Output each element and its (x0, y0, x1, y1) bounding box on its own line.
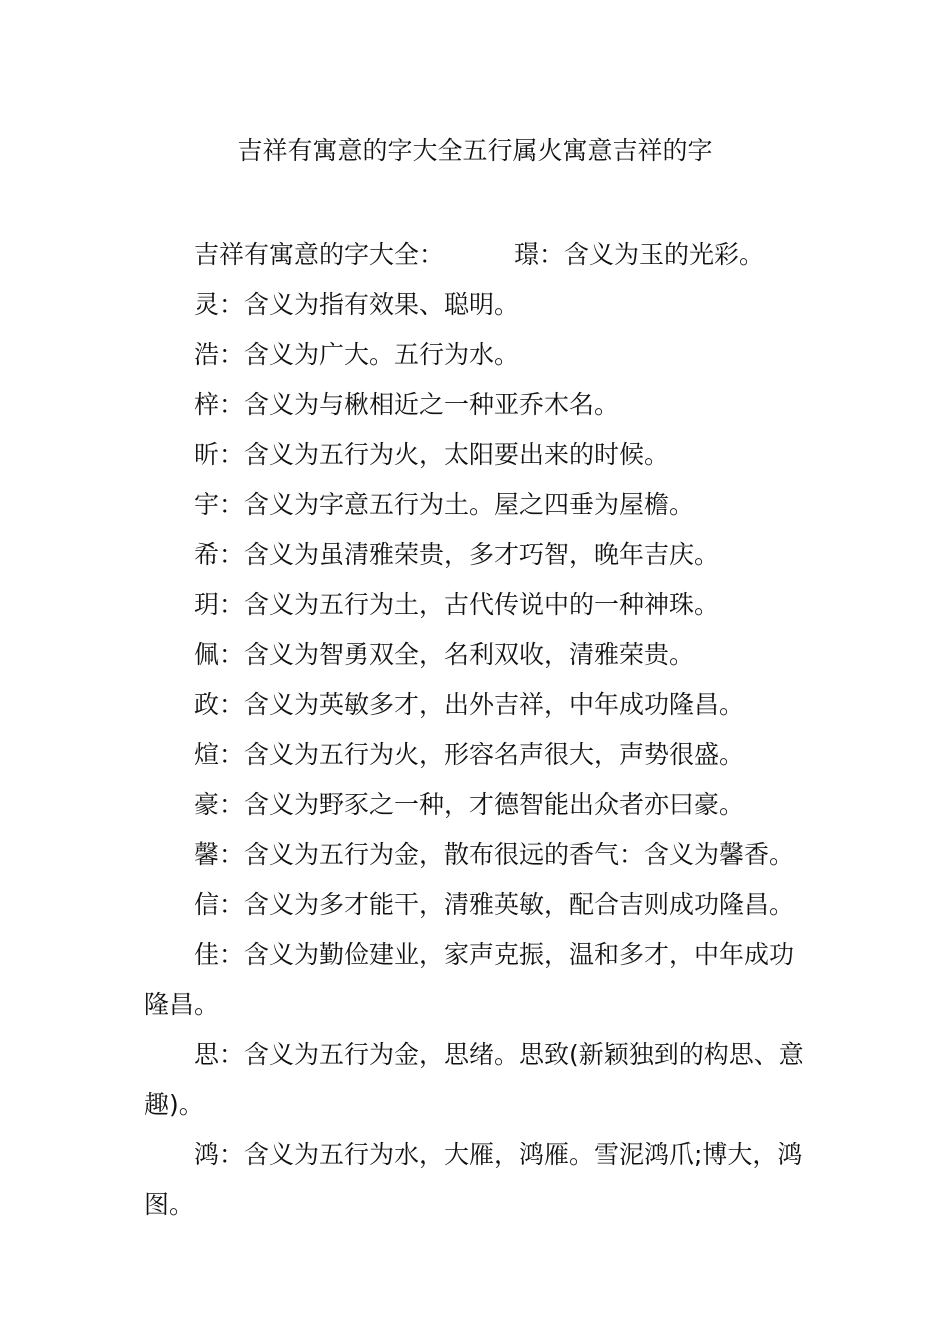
entry-paragraph: 政：含义为英敏多才，出外吉祥，中年成功隆昌。 (194, 690, 745, 719)
entry-paragraph: 思：含义为五行为金，思绪。思致(新颖独到的构思、意趣)。 (144, 1040, 804, 1119)
entry-paragraph: 鸿：含义为五行为水，大雁，鸿雁。雪泥鸿爪;博大，鸿图。 (144, 1140, 803, 1219)
entry-paragraph: 浩：含义为广大。五行为水。 (194, 340, 520, 369)
document-title: 吉祥有寓意的字大全五行属火寓意吉祥的字 (237, 136, 713, 165)
entry-paragraph: 昕：含义为五行为火，太阳要出来的时候。 (194, 440, 670, 469)
intro-entry: 璟：含义为玉的光彩。 (514, 240, 765, 269)
intro-label: 吉祥有寓意的字大全： (194, 240, 445, 269)
entry-paragraph: 梓：含义为与楸相近之一种亚乔木名。 (194, 390, 620, 419)
entry-paragraph: 玥：含义为五行为土，古代传说中的一种神珠。 (194, 590, 720, 619)
entry-paragraph: 信：含义为多才能干，清雅英敏，配合吉则成功隆昌。 (194, 890, 795, 919)
entry-paragraph: 灵：含义为指有效果、聪明。 (194, 290, 520, 319)
entry-paragraph: 馨：含义为五行为金，散布很远的香气：含义为馨香。 (194, 840, 795, 869)
entry-paragraph: 豪：含义为野豕之一种，才德智能出众者亦曰豪。 (194, 790, 745, 819)
entry-paragraph: 宇：含义为字意五行为土。屋之四垂为屋檐。 (194, 490, 695, 519)
entry-paragraph: 煊：含义为五行为火，形容名声很大，声势很盛。 (194, 740, 745, 769)
entry-paragraph: 希：含义为虽清雅荣贵，多才巧智，晚年吉庆。 (194, 540, 720, 569)
intro-paragraph (144, 230, 804, 280)
entry-paragraph: 佩：含义为智勇双全，名利双收，清雅荣贵。 (194, 640, 695, 669)
document-body (144, 230, 804, 1230)
entry-paragraph: 佳：含义为勤俭建业，家声克振，温和多才，中年成功隆昌。 (144, 940, 795, 1019)
